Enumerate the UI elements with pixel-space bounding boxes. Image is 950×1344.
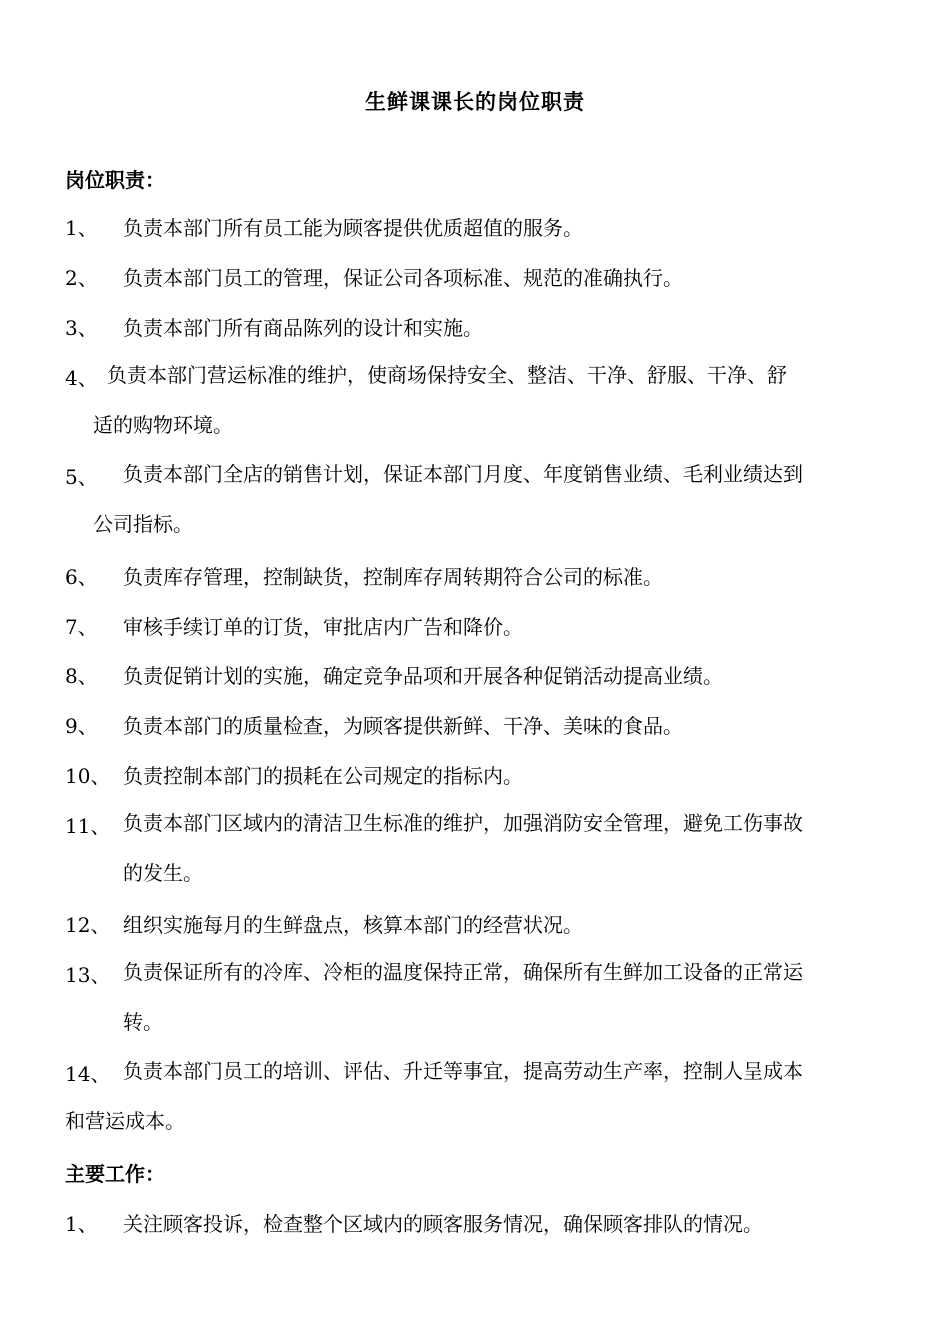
list-item xyxy=(65,449,890,549)
list-item xyxy=(65,760,890,789)
item-text: 负责本部门的质量检查，为顾客提供新鲜、干净、美味的食品。 xyxy=(123,714,683,738)
list-item xyxy=(65,909,890,938)
item-number: 2、 xyxy=(65,266,98,290)
list-item xyxy=(65,947,890,1047)
list-item xyxy=(65,710,890,739)
item-text-line-2: 适的购物环境。 xyxy=(93,413,233,437)
item-number: 12、 xyxy=(65,913,111,937)
item-text xyxy=(123,947,890,1047)
item-number: 3、 xyxy=(65,316,98,340)
list-item xyxy=(65,1208,890,1237)
section-heading-duties: 岗位职责： xyxy=(65,168,165,192)
list-item xyxy=(65,212,890,241)
item-number: 7、 xyxy=(65,615,98,639)
item-number: 6、 xyxy=(65,565,98,589)
item-text: 审核手续订单的订货，审批店内广告和降价。 xyxy=(123,615,523,639)
item-text: 负责本部门员工的管理，保证公司各项标准、规范的准确执行。 xyxy=(123,266,683,290)
item-text xyxy=(93,350,890,450)
item-number: 8、 xyxy=(65,664,98,688)
list-item xyxy=(65,350,890,450)
list-item xyxy=(65,611,890,640)
item-text: 负责本部门所有员工能为顾客提供优质超值的服务。 xyxy=(123,216,583,240)
list-item xyxy=(65,312,890,341)
item-number: 11、 xyxy=(65,814,111,838)
item-text: 关注顾客投诉，检查整个区域内的顾客服务情况，确保顾客排队的情况。 xyxy=(123,1212,763,1236)
item-number: 9、 xyxy=(65,714,98,738)
item-text: 负责库存管理，控制缺货，控制库存周转期符合公司的标准。 xyxy=(123,565,663,589)
list-item xyxy=(65,262,890,291)
item-text xyxy=(93,449,890,549)
item-text: 负责本部门所有商品陈列的设计和实施。 xyxy=(123,316,483,340)
item-text-line-1: 负责本部门员工的培训、评估、升迁等事宜，提高劳动生产率，控制人呈成本 xyxy=(123,1059,803,1083)
list-item xyxy=(65,561,890,590)
item-text: 负责控制本部门的损耗在公司规定的指标内。 xyxy=(123,764,523,788)
item-text xyxy=(123,798,890,898)
item-text: 负责促销计划的实施，确定竞争品项和开展各种促销活动提高业绩。 xyxy=(123,664,723,688)
item-text-line-1: 负责本部门区域内的清洁卫生标准的维护，加强消防安全管理，避免工伤事故 xyxy=(123,811,803,835)
item-text-line-1: 负责保证所有的冷库、冷柜的温度保持正常，确保所有生鲜加工设备的正常运 xyxy=(123,960,803,984)
item-text-line-1: 负责本部门全店的销售计划，保证本部门月度、年度销售业绩、毛利业绩达到 xyxy=(123,462,803,486)
item-text-line-1: 负责本部门营运标准的维护，使商场保持安全、整洁、干净、舒服、干净、舒 xyxy=(107,363,787,387)
list-item xyxy=(65,798,890,898)
item-text-line-2: 转。 xyxy=(123,1010,163,1034)
item-number: 10、 xyxy=(65,764,111,788)
item-number: 5、 xyxy=(65,465,98,489)
item-number: 1、 xyxy=(65,216,98,240)
item-number: 4、 xyxy=(65,366,98,390)
document-title: 生鲜课课长的岗位职责 xyxy=(365,89,585,114)
item-text: 组织实施每月的生鲜盘点，核算本部门的经营状况。 xyxy=(123,913,583,937)
item-text-line-2: 和营运成本。 xyxy=(65,1109,185,1133)
item-number: 13、 xyxy=(65,963,111,987)
section-heading-main-work: 主要工作： xyxy=(65,1162,165,1186)
item-number: 14、 xyxy=(65,1062,111,1086)
item-number: 1、 xyxy=(65,1212,98,1236)
item-text-line-2: 公司指标。 xyxy=(93,512,193,536)
item-text-line-2: 的发生。 xyxy=(123,861,203,885)
list-item xyxy=(65,1046,890,1146)
list-item xyxy=(65,660,890,689)
